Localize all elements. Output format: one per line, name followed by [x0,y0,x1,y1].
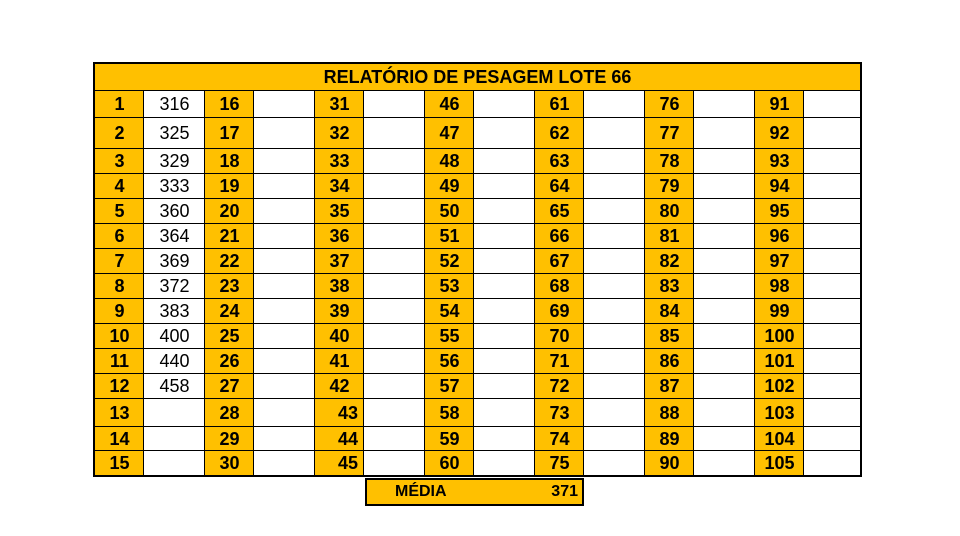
weight-cell [804,427,860,451]
weight-cell [804,118,860,149]
animal-number-cell: 31 [315,91,364,118]
animal-number-cell: 29 [205,427,254,451]
report-title: RELATÓRIO DE PESAGEM LOTE 66 [95,64,860,91]
weight-cell: 440 [144,349,205,374]
weight-cell [364,149,425,174]
animal-number-cell: 80 [645,199,694,224]
animal-number-cell: 30 [205,451,254,475]
weight-cell [694,224,755,249]
animal-number-cell: 41 [315,349,364,374]
animal-number-cell: 83 [645,274,694,299]
average-value: 371 [551,483,578,500]
animal-number-cell: 91 [755,91,804,118]
animal-number-cell: 105 [755,451,804,475]
weight-cell [254,324,315,349]
weight-cell: 329 [144,149,205,174]
animal-number-cell: 44 [315,427,364,451]
animal-number-cell: 12 [95,374,144,399]
weight-cell [584,91,645,118]
average-label: MÉDIA [395,483,447,500]
animal-number-cell: 67 [535,249,584,274]
animal-number-cell: 47 [425,118,474,149]
weight-cell [144,427,205,451]
weight-cell [364,427,425,451]
animal-number-cell: 10 [95,324,144,349]
weight-cell [254,174,315,199]
weight-cell [694,149,755,174]
animal-number-cell: 32 [315,118,364,149]
animal-number-cell: 53 [425,274,474,299]
animal-number-cell: 62 [535,118,584,149]
weight-cell [584,199,645,224]
animal-number-cell: 8 [95,274,144,299]
animal-number-cell: 85 [645,324,694,349]
average-box [365,478,584,506]
animal-number-cell: 86 [645,349,694,374]
animal-number-cell: 68 [535,274,584,299]
weight-cell [694,118,755,149]
weight-cell [584,299,645,324]
grid-line [95,148,860,149]
animal-number-cell: 74 [535,427,584,451]
animal-number-cell: 75 [535,451,584,475]
animal-number-cell: 51 [425,224,474,249]
animal-number-cell: 69 [535,299,584,324]
weight-cell [584,324,645,349]
animal-number-cell: 11 [95,349,144,374]
weight-cell [364,118,425,149]
weight-cell [254,199,315,224]
animal-number-cell: 3 [95,149,144,174]
weight-cell [254,349,315,374]
animal-number-cell: 23 [205,274,254,299]
weight-cell [474,118,535,149]
animal-number-cell: 16 [205,91,254,118]
animal-number-cell: 37 [315,249,364,274]
weight-cell [804,224,860,249]
animal-number-cell: 99 [755,299,804,324]
animal-number-cell: 38 [315,274,364,299]
weight-cell: 372 [144,274,205,299]
weight-cell [364,274,425,299]
animal-number-cell: 59 [425,427,474,451]
weight-cell [474,249,535,274]
weight-cell [254,274,315,299]
animal-number-cell: 27 [205,374,254,399]
animal-number-cell: 60 [425,451,474,475]
animal-number-cell: 21 [205,224,254,249]
weight-cell [694,299,755,324]
animal-number-cell: 64 [535,174,584,199]
weight-cell [694,91,755,118]
animal-number-cell: 70 [535,324,584,349]
animal-number-cell: 92 [755,118,804,149]
weight-cell [474,451,535,475]
animal-number-cell: 33 [315,149,364,174]
animal-number-cell: 22 [205,249,254,274]
weight-cell [254,249,315,274]
animal-number-cell: 81 [645,224,694,249]
animal-number-cell: 54 [425,299,474,324]
weight-cell [584,174,645,199]
grid-line [95,298,860,299]
weight-cell [804,274,860,299]
animal-number-cell: 101 [755,349,804,374]
grid-line [95,173,860,174]
weight-cell [254,427,315,451]
animal-number-cell: 65 [535,199,584,224]
animal-number-cell: 52 [425,249,474,274]
animal-number-cell: 4 [95,174,144,199]
weight-cell [584,374,645,399]
grid-line [95,398,860,399]
animal-number-cell: 6 [95,224,144,249]
grid-line [95,223,860,224]
weight-cell [584,149,645,174]
animal-number-cell: 57 [425,374,474,399]
animal-number-cell: 77 [645,118,694,149]
animal-number-cell: 102 [755,374,804,399]
weight-cell: 364 [144,224,205,249]
weight-cell [254,299,315,324]
weight-cell [254,149,315,174]
animal-number-cell: 43 [315,399,364,427]
animal-number-cell: 79 [645,174,694,199]
weight-cell [804,149,860,174]
grid-line [95,248,860,249]
weight-cell: 316 [144,91,205,118]
animal-number-cell: 97 [755,249,804,274]
weight-cell [694,427,755,451]
animal-number-cell: 35 [315,199,364,224]
animal-number-cell: 50 [425,199,474,224]
animal-number-cell: 89 [645,427,694,451]
animal-number-cell: 71 [535,349,584,374]
weight-cell [364,224,425,249]
weight-cell [694,374,755,399]
weight-cell [254,451,315,475]
weight-cell [804,399,860,427]
animal-number-cell: 103 [755,399,804,427]
weight-cell [364,374,425,399]
animal-number-cell: 13 [95,399,144,427]
weight-cell: 369 [144,249,205,274]
weight-cell [804,451,860,475]
weighing-report-table [93,62,862,477]
weight-cell [694,249,755,274]
weight-cell [804,299,860,324]
animal-number-cell: 34 [315,174,364,199]
weight-cell [804,324,860,349]
weight-cell: 400 [144,324,205,349]
animal-number-cell: 40 [315,324,364,349]
weight-cell: 383 [144,299,205,324]
weight-cell: 360 [144,199,205,224]
animal-number-cell: 1 [95,91,144,118]
weight-cell [474,274,535,299]
animal-number-cell: 28 [205,399,254,427]
animal-number-cell: 66 [535,224,584,249]
animal-number-cell: 9 [95,299,144,324]
animal-number-cell: 98 [755,274,804,299]
weight-cell [364,174,425,199]
animal-number-cell: 17 [205,118,254,149]
weight-cell [474,374,535,399]
animal-number-cell: 87 [645,374,694,399]
weight-cell [254,91,315,118]
animal-number-cell: 104 [755,427,804,451]
animal-number-cell: 96 [755,224,804,249]
weight-cell [804,174,860,199]
weight-cell [804,349,860,374]
animal-number-cell: 94 [755,174,804,199]
weight-cell [474,299,535,324]
animal-number-cell: 15 [95,451,144,475]
weight-cell [584,224,645,249]
animal-number-cell: 25 [205,324,254,349]
weight-cell [804,249,860,274]
weights-grid [95,91,860,475]
weight-cell [474,349,535,374]
animal-number-cell: 84 [645,299,694,324]
animal-number-cell: 36 [315,224,364,249]
weight-cell [694,451,755,475]
weight-cell [474,199,535,224]
weight-cell [584,118,645,149]
grid-line [95,117,860,118]
animal-number-cell: 26 [205,349,254,374]
weight-cell [364,299,425,324]
weight-cell [474,224,535,249]
animal-number-cell: 49 [425,174,474,199]
animal-number-cell: 46 [425,91,474,118]
weight-cell [474,324,535,349]
grid-line [95,198,860,199]
weight-cell [364,451,425,475]
animal-number-cell: 95 [755,199,804,224]
animal-number-cell: 58 [425,399,474,427]
weight-cell [364,199,425,224]
weight-cell [364,324,425,349]
animal-number-cell: 20 [205,199,254,224]
animal-number-cell: 78 [645,149,694,174]
animal-number-cell: 76 [645,91,694,118]
grid-line [95,426,860,427]
animal-number-cell: 56 [425,349,474,374]
weight-cell [254,118,315,149]
weight-cell [144,451,205,475]
weight-cell [584,249,645,274]
animal-number-cell: 55 [425,324,474,349]
weight-cell [474,399,535,427]
animal-number-cell: 2 [95,118,144,149]
weight-cell: 325 [144,118,205,149]
animal-number-cell: 19 [205,174,254,199]
animal-number-cell: 24 [205,299,254,324]
animal-number-cell: 72 [535,374,584,399]
animal-number-cell: 100 [755,324,804,349]
weight-cell: 458 [144,374,205,399]
animal-number-cell: 42 [315,374,364,399]
animal-number-cell: 73 [535,399,584,427]
weight-cell [694,174,755,199]
weight-cell [804,91,860,118]
grid-line [95,348,860,349]
animal-number-cell: 48 [425,149,474,174]
weight-cell [254,224,315,249]
weight-cell [694,274,755,299]
animal-number-cell: 88 [645,399,694,427]
animal-number-cell: 5 [95,199,144,224]
weight-cell [254,399,315,427]
animal-number-cell: 14 [95,427,144,451]
weight-cell [474,174,535,199]
weight-cell [364,349,425,374]
weight-cell [694,399,755,427]
animal-number-cell: 63 [535,149,584,174]
weight-cell [694,199,755,224]
weight-cell [584,399,645,427]
grid-line [95,450,860,451]
weight-cell [804,199,860,224]
animal-number-cell: 39 [315,299,364,324]
weight-cell [584,427,645,451]
weight-cell [584,451,645,475]
weight-cell [584,349,645,374]
weight-cell [694,324,755,349]
weight-cell [364,91,425,118]
weight-cell [804,374,860,399]
animal-number-cell: 61 [535,91,584,118]
weight-cell [694,349,755,374]
weight-cell [364,399,425,427]
weight-cell [254,374,315,399]
weight-cell [474,91,535,118]
animal-number-cell: 93 [755,149,804,174]
weight-cell [474,149,535,174]
animal-number-cell: 18 [205,149,254,174]
grid-line [95,373,860,374]
animal-number-cell: 90 [645,451,694,475]
weight-cell: 333 [144,174,205,199]
weight-cell [364,249,425,274]
animal-number-cell: 45 [315,451,364,475]
weight-cell [584,274,645,299]
grid-line [95,323,860,324]
weight-cell [474,427,535,451]
animal-number-cell: 82 [645,249,694,274]
grid-line [95,273,860,274]
animal-number-cell: 7 [95,249,144,274]
weight-cell [144,399,205,427]
